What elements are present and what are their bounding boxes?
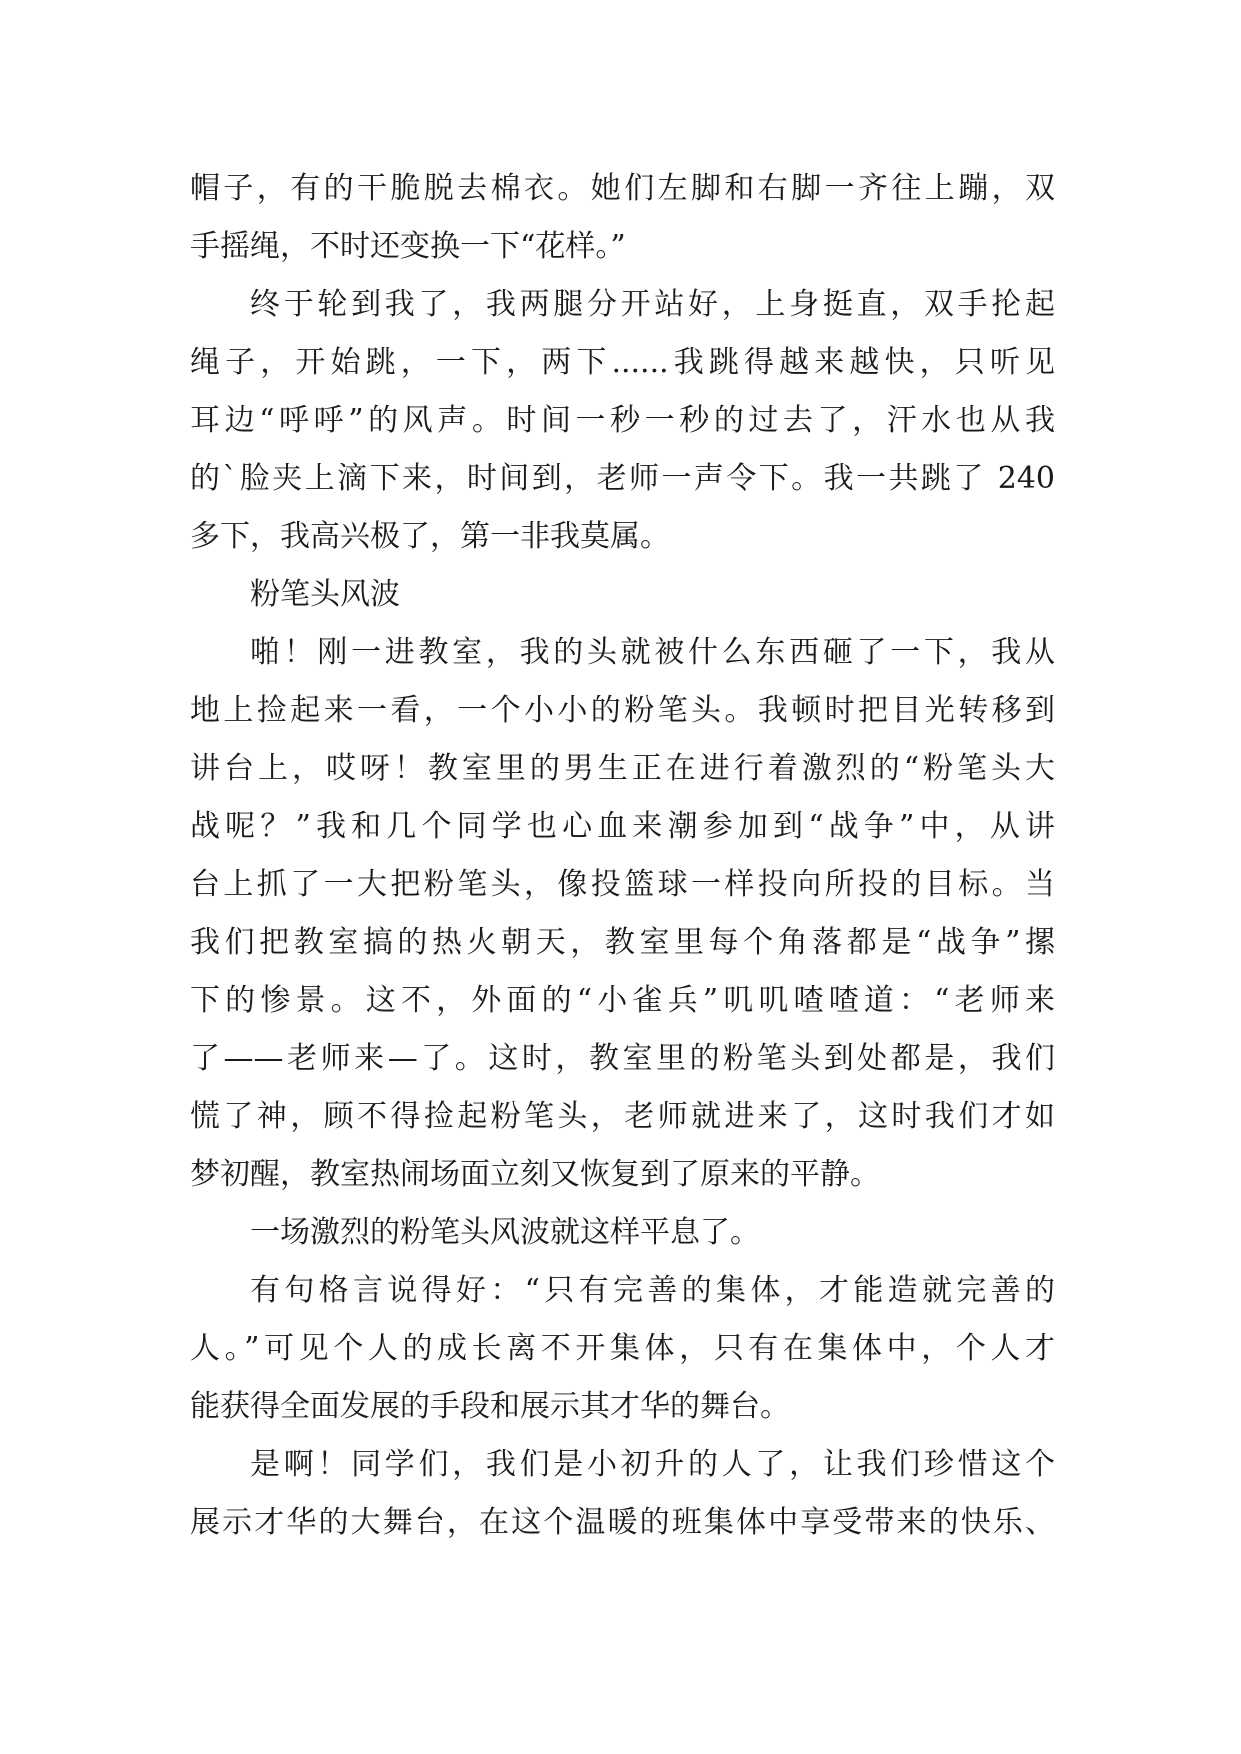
text-line: 讲台上，哎呀！教室里的男生正在进行着激烈的“粉笔头大 [190, 751, 1055, 786]
text-line: 耳边“呼呼”的风声。时间一秒一秒的过去了，汗水也从我 [190, 403, 1055, 438]
text-line: 台上抓了一大把粉笔头，像投篮球一样投向所投的目标。当 [190, 867, 1055, 902]
text-line: 能获得全面发展的手段和展示其才华的舞台。 [190, 1389, 790, 1424]
text-line: 啪！刚一进教室，我的头就被什么东西砸了一下，我从 [250, 635, 1055, 670]
text-line: 战呢？”我和几个同学也心血来潮参加到“战争”中，从讲 [190, 809, 1055, 844]
text-line: 展示才华的大舞台，在这个温暖的班集体中享受带来的快乐、 [190, 1505, 1055, 1540]
text-line: 的`脸夹上滴下来，时间到，老师一声令下。我一共跳了 240 [190, 461, 1055, 496]
text-line: 是啊！同学们，我们是小初升的人了，让我们珍惜这个 [250, 1447, 1055, 1482]
text-line: 有句格言说得好：“只有完善的集体，才能造就完善的 [250, 1273, 1055, 1308]
text-line: 一场激烈的粉笔头风波就这样平息了。 [250, 1215, 760, 1250]
text-line: 手摇绳，不时还变换一下“花样。” [190, 229, 626, 264]
text-line: 慌了神，顾不得捡起粉笔头，老师就进来了，这时我们才如 [190, 1099, 1055, 1134]
text-line: 地上捡起来一看，一个小小的粉笔头。我顿时把目光转移到 [190, 693, 1055, 728]
text-line: 帽子，有的干脆脱去棉衣。她们左脚和右脚一齐往上蹦，双 [190, 171, 1055, 206]
text-line: 绳子，开始跳，一下，两下......我跳得越来越快，只听见 [190, 345, 1055, 380]
text-line: 终于轮到我了，我两腿分开站好，上身挺直，双手抡起 [250, 287, 1055, 322]
text-line: 了——老师来—了。这时，教室里的粉笔头到处都是，我们 [190, 1041, 1055, 1076]
text-line: 人。”可见个人的成长离不开集体，只有在集体中，个人才 [190, 1331, 1055, 1366]
text-line: 下的惨景。这不，外面的“小雀兵”叽叽喳喳道：“老师来 [190, 983, 1055, 1018]
text-line: 多下，我高兴极了，第一非我莫属。 [190, 519, 670, 554]
text-line: 我们把教室搞的热火朝天，教室里每个角落都是“战争”摞 [190, 925, 1055, 960]
text-line: 梦初醒，教室热闹场面立刻又恢复到了原来的平静。 [190, 1157, 880, 1192]
text-line: 粉笔头风波 [250, 577, 400, 612]
body-text [190, 160, 1055, 1552]
